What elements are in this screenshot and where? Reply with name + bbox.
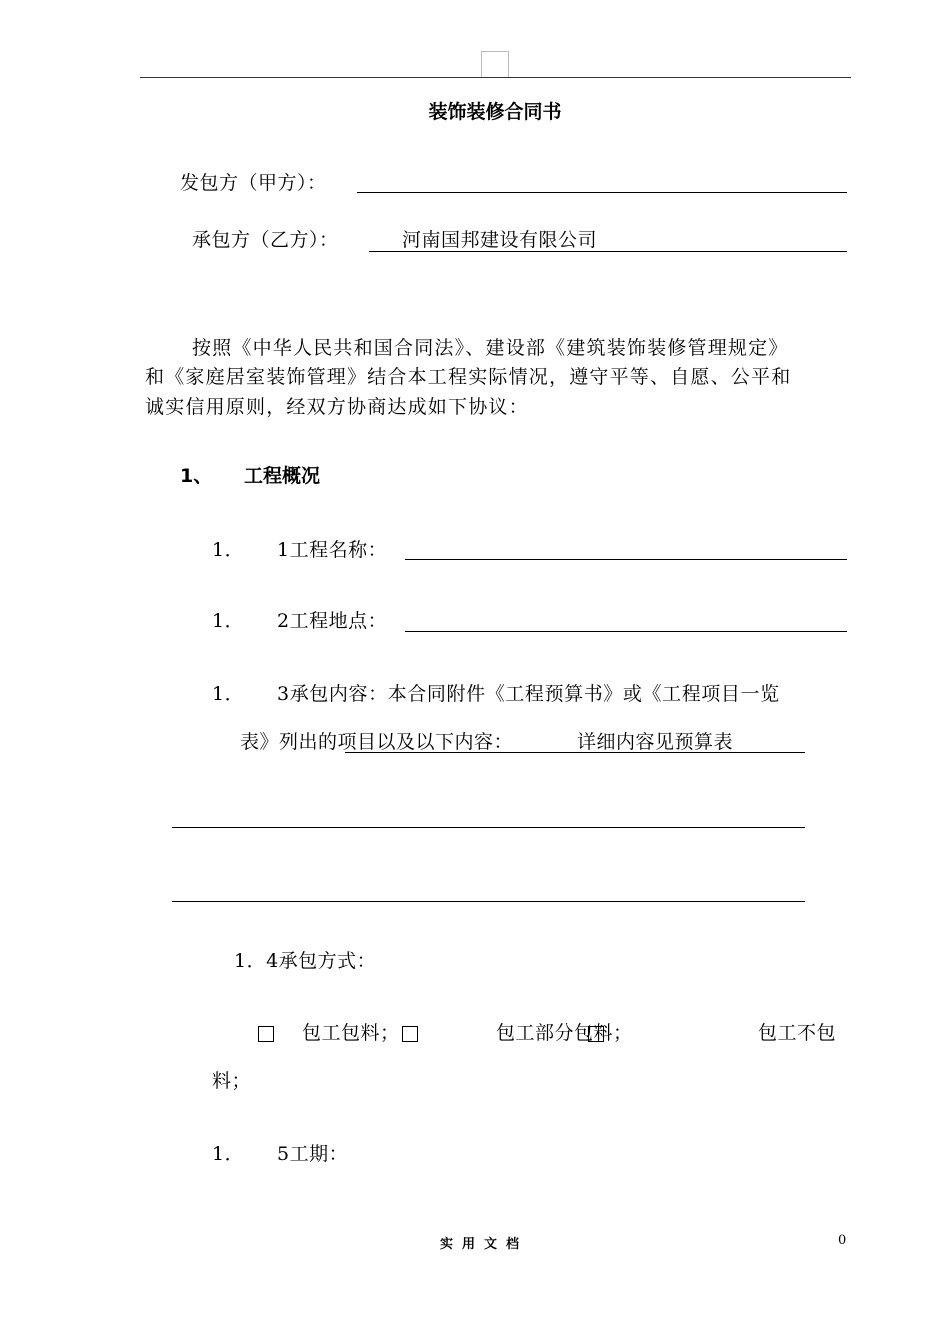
item-1-2-label: 2工程地点： [277, 610, 388, 632]
intro-line-1: 按照《中华人民共和国合同法》、建设部《建筑装饰装修管理规定》 [192, 337, 789, 359]
item-1-1-prefix: 1． [212, 539, 245, 561]
party-b-underline [369, 251, 847, 252]
party-b-label: 承包方（乙方）： [192, 229, 339, 251]
checkbox-option-2[interactable] [402, 1026, 418, 1042]
item-1-5-prefix: 1． [212, 1143, 245, 1165]
footer-text: 实用文档 [440, 1237, 529, 1252]
checkbox-option-1[interactable] [258, 1026, 274, 1042]
intro-line-2: 和《家庭居室装饰管理》结合本工程实际情况，遵守平等、自愿、公平和 [145, 366, 792, 388]
party-a-underline [357, 192, 847, 193]
item-1-2-prefix: 1． [212, 610, 245, 632]
item-1-2-underline [405, 631, 847, 632]
item-1-1-label: 1工程名称： [277, 539, 388, 561]
page-number: 0 [838, 1233, 847, 1248]
option-3-continuation: 料； [212, 1070, 252, 1092]
option-2-label: 包工部分包料； [496, 1022, 633, 1044]
checkbox-option-3[interactable] [588, 1026, 604, 1042]
item-1-3-line-2: 表》列出的项目以及以下内容： [240, 731, 514, 753]
item-1-4-label: 1．4承包方式： [234, 950, 377, 972]
party-b-value: 河南国邦建设有限公司 [402, 229, 598, 251]
section-1-number: 1、 [180, 465, 213, 487]
section-1-heading: 工程概况 [244, 465, 321, 487]
intro-line-3: 诚实信用原则，经双方协商达成如下协议： [145, 396, 529, 418]
party-a-label: 发包方（甲方）： [180, 172, 327, 194]
item-1-3-prefix: 1． [212, 683, 245, 705]
item-1-1-underline [405, 559, 847, 560]
blank-line-1 [172, 827, 805, 828]
option-3-label: 包工不包 [758, 1022, 837, 1044]
document-title: 装饰装修合同书 [428, 101, 562, 123]
item-1-3-underline [345, 752, 805, 753]
item-1-5-label: 5工期： [277, 1143, 349, 1165]
item-1-3-value: 详细内容见预算表 [577, 731, 734, 753]
item-1-3-line-1: 3承包内容：本合同附件《工程预算书》或《工程项目一览 [277, 683, 780, 705]
header-tab [481, 51, 509, 78]
option-1-label: 包工包料； [302, 1022, 400, 1044]
blank-line-2 [172, 901, 805, 902]
header-rule [140, 77, 851, 78]
